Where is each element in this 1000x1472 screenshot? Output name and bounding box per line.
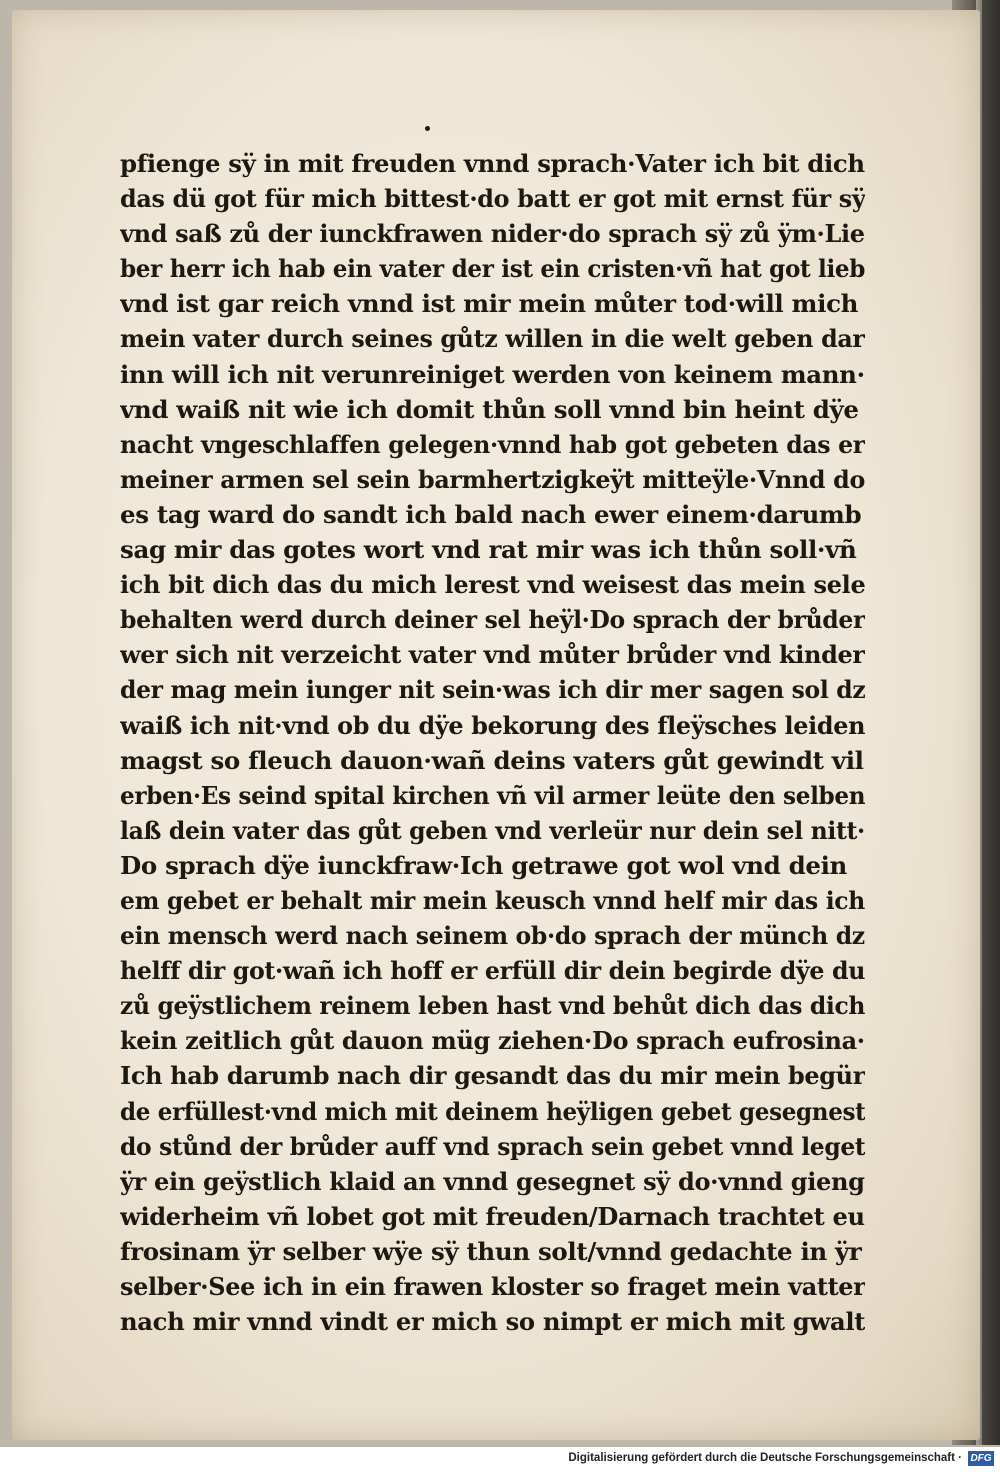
text-line: magst so fleuch dauon·wañ deins vaters gůt gewindt vil [120, 745, 864, 775]
text-line: de erfüllest·vnd mich mit deinem heÿligen gebet gesegnest [120, 1096, 865, 1126]
text-line: em gebet er behalt mir mein keusch vnnd helf mir das ich [120, 885, 865, 915]
text-line: vnd ist gar reich vnnd ist mir mein můter tod·will mich [120, 289, 859, 319]
dfg-logo-icon: DFG [968, 1451, 994, 1466]
text-line: es tag ward do sandt ich bald nach ewer einem·darumb [120, 499, 862, 529]
text-line: ich bit dich das du mich lerest vnd weisest das mein sele [120, 570, 865, 600]
text-line: widerheim vñ lobet got mit freuden/Darnach trachtet eu [120, 1201, 865, 1231]
text-line: waiß ich nit·vnd ob du dÿe bekorung des fleÿsches leiden [120, 710, 865, 740]
text-line: nach mir vnnd vindt er mich so nimpt er mich mit gwalt [120, 1307, 865, 1337]
text-line: pfienge sÿ in mit freuden vnnd sprach·Vater ich bit dich [120, 149, 865, 178]
ink-mark [425, 126, 430, 131]
text-line: das dü got für mich bittest·do batt er got mit ernst für sÿ [120, 184, 865, 214]
text-line: ber herr ich hab ein vater der ist ein cristen·vñ hat got lieb [120, 254, 865, 284]
text-line: helff dir got·wañ ich hoff er erfüll dir dein begirde dÿe du [120, 956, 865, 986]
text-line: behalten werd durch deiner sel heÿl·Do sprach der brůder [120, 605, 865, 635]
text-line: mein vater durch seines gůtz willen in die welt geben dar [120, 324, 865, 354]
text-line: sag mir das gotes wort vnd rat mir was ich thůn soll·vñ [120, 535, 857, 565]
page-text [120, 146, 865, 1339]
text-line: nacht vngeschlaffen gelegen·vnnd hab got gebeten das er [120, 429, 865, 459]
text-line: der mag mein iunger nit sein·was ich dir mer sagen sol dz [120, 675, 865, 705]
text-line: laß dein vater das gůt geben vnd verleür nur dein sel nitt· [120, 815, 865, 845]
text-line: frosinam ÿr selber wÿe sÿ thun solt/vnnd gedachte in ÿr [120, 1236, 862, 1266]
text-line: ein mensch werd nach seinem ob·do sprach der münch dz [120, 921, 865, 951]
footer-credit: Digitalisierung gefördert durch die Deutsche Forschungsgemeinschaft · [568, 1452, 962, 1464]
text-line: ÿr ein geÿstlich klaid an vnnd gesegnet sÿ do·vnnd gieng [120, 1166, 865, 1196]
text-line: Do sprach dÿe iunckfraw·Ich getrawe got wol vnd dein [120, 850, 848, 880]
text-line: erben·Es seind spital kirchen vñ vil armer leüte den selben [120, 780, 865, 810]
text-line: meiner armen sel sein barmhertzigkeÿt mitteÿle·Vnnd do [120, 464, 865, 494]
text-line: kein zeitlich gůt dauon müg ziehen·Do sprach eufrosina· [120, 1026, 865, 1056]
text-line: wer sich nit verzeicht vater vnd můter brůder vnd kinder [120, 640, 865, 670]
text-line: inn will ich nit verunreiniget werden von keinem mann· [120, 359, 865, 389]
text-line: vnd waiß nit wie ich domit thůn soll vnnd bin heint dÿe [120, 394, 859, 424]
text-line: do stůnd der brůder auff vnd sprach sein gebet vnnd leget [120, 1131, 865, 1161]
footer-bar [0, 1447, 1000, 1472]
text-line: vnd saß zů der iunckfrawen nider·do sprach sÿ zů ÿm·Lie [120, 219, 865, 249]
text-line: selber·See ich in ein frawen kloster so fraget mein vatter [120, 1272, 865, 1301]
text-line: zů geÿstlichem reinem leben hast vnd behůt dich das dich [120, 991, 865, 1021]
text-line: Ich hab darumb nach dir gesandt das du mir mein begür [120, 1061, 865, 1091]
